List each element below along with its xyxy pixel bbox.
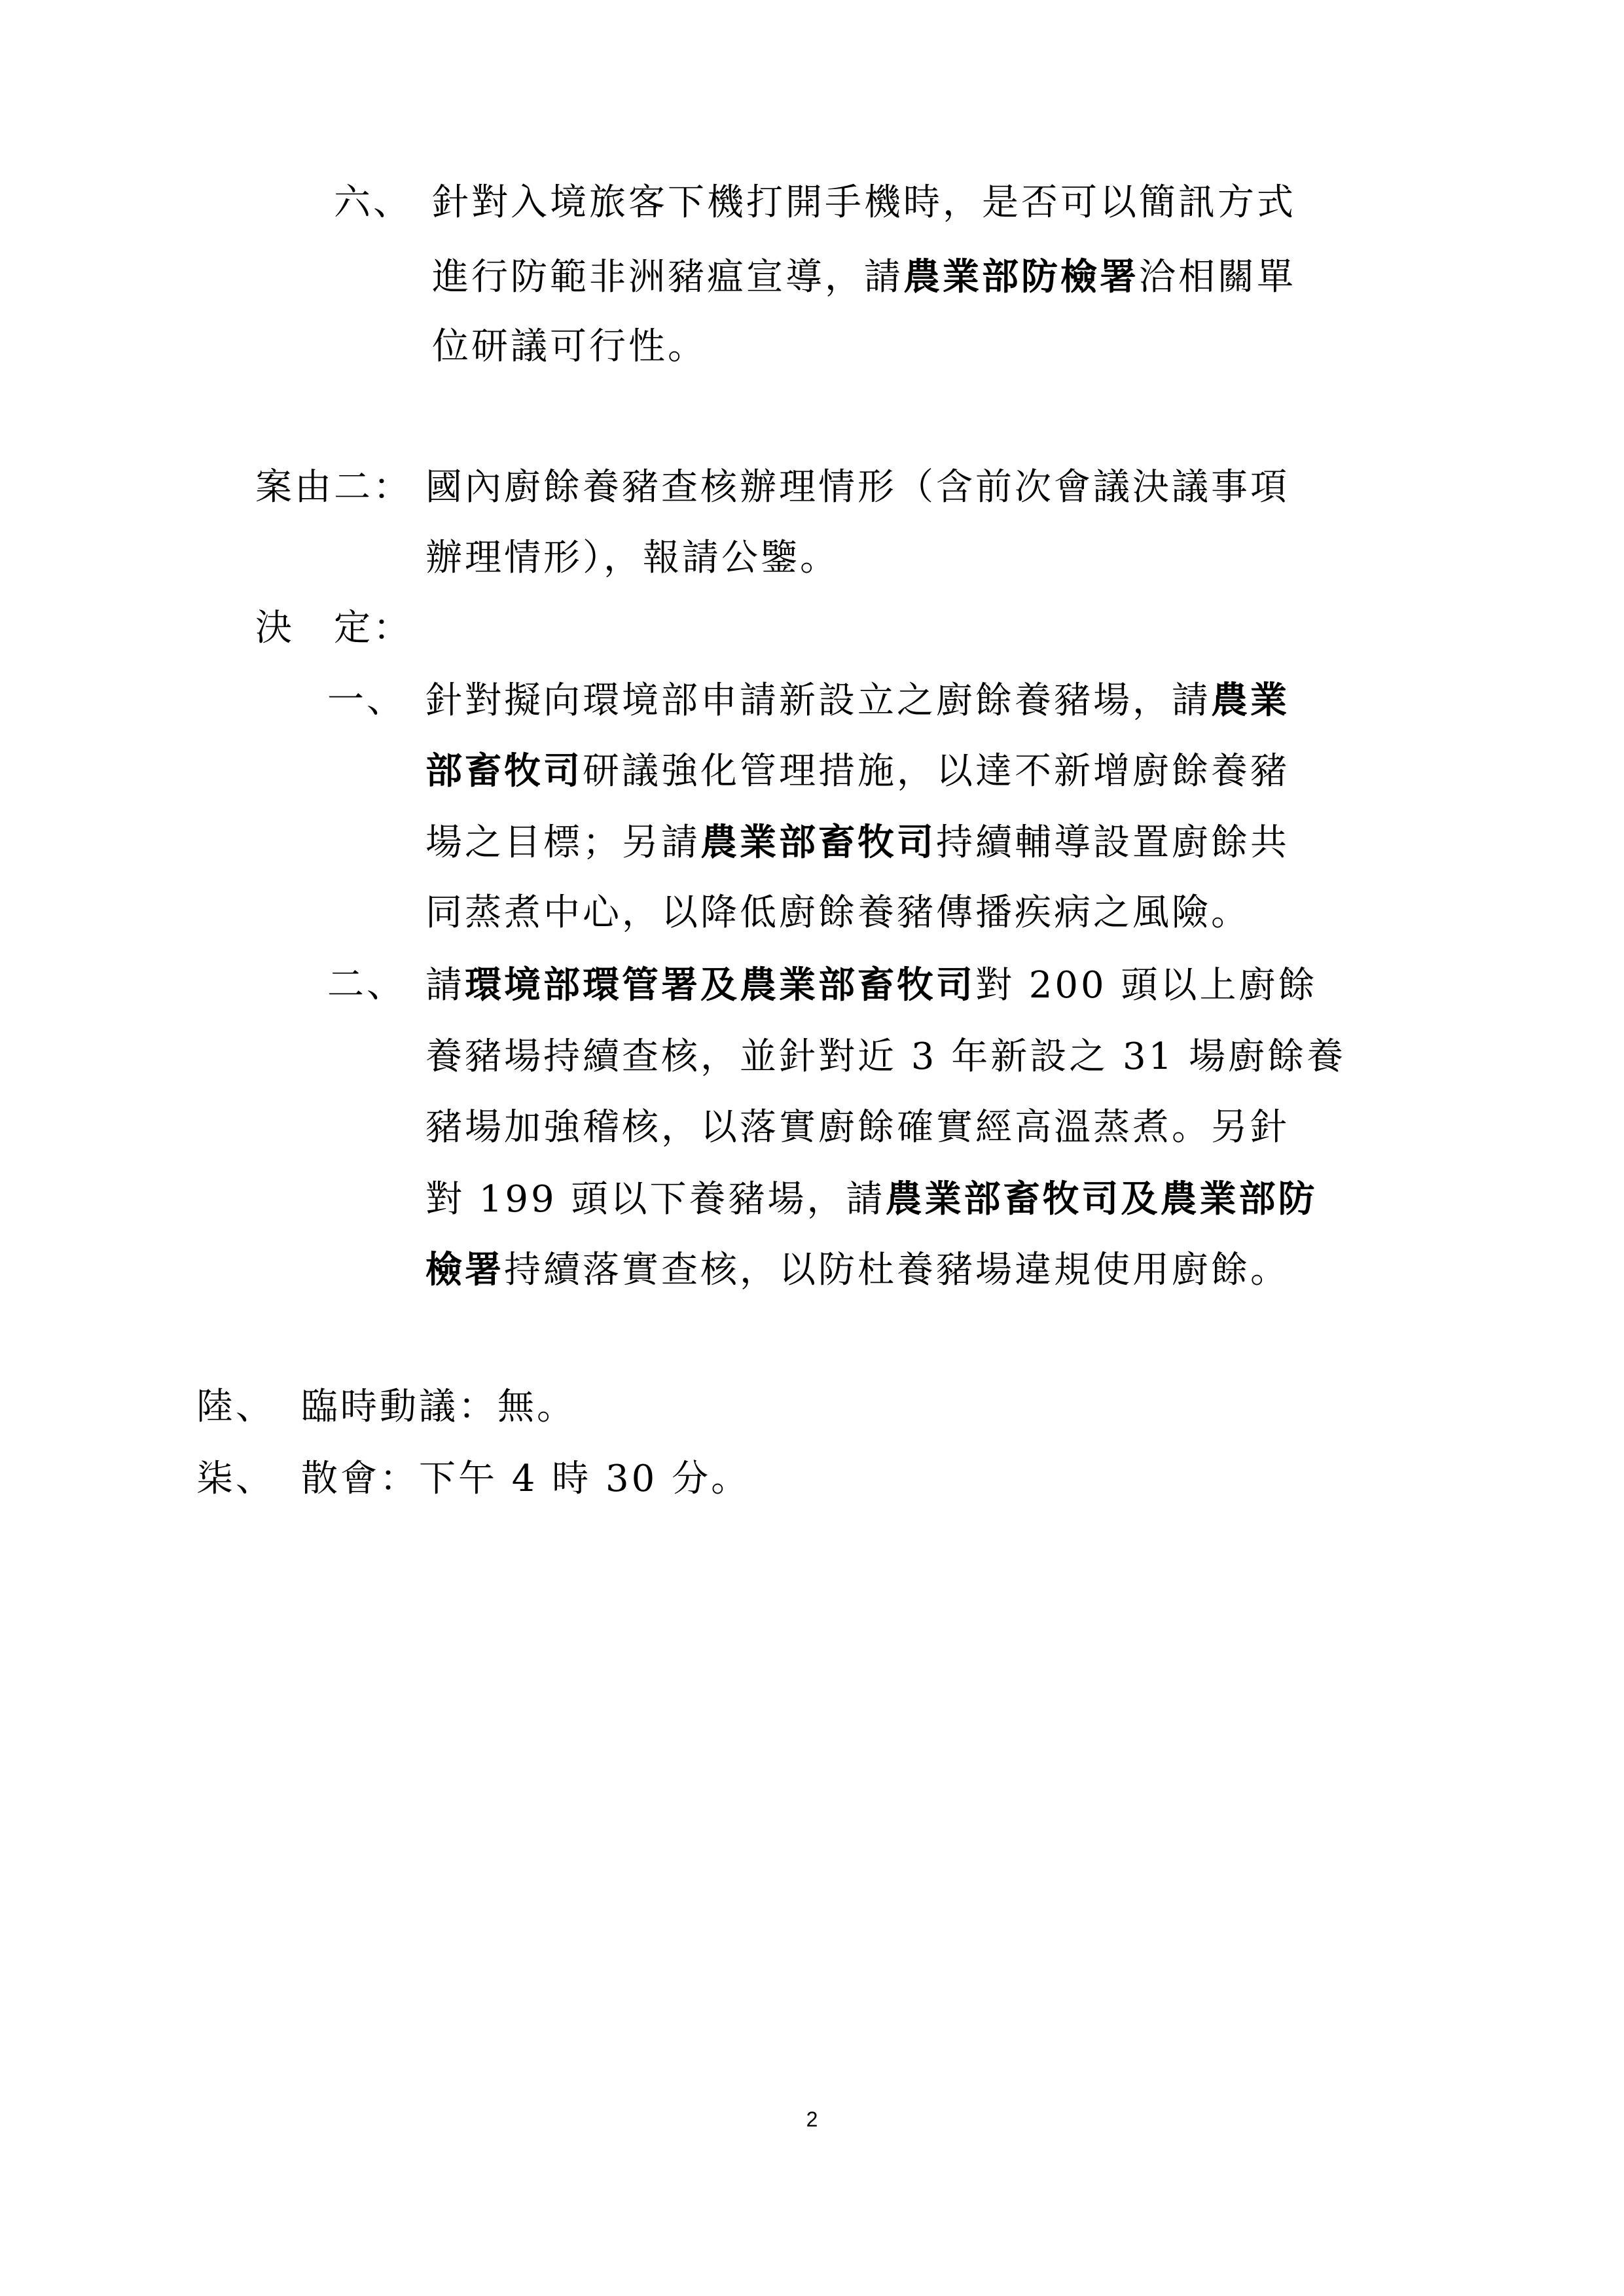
case-2-line-2: 辦理情形），報請公鑒。 bbox=[425, 537, 839, 579]
decision-2-line-4: 對 199 頭以下養豬場，請農業部畜牧司及農業部防 bbox=[425, 1177, 1318, 1221]
decision-2-line-5: 檢署持續落實查核，以防杜養豬場違規使用廚餘。 bbox=[425, 1248, 1290, 1291]
decision-2-line-3: 豬場加強稽核，以落實廚餘確實經高溫蒸煮。另針 bbox=[425, 1106, 1290, 1149]
decision-1-line-2: 部畜牧司研議強化管理措施，以達不新增廚餘養豬 bbox=[425, 749, 1290, 793]
page-number: 2 bbox=[806, 2108, 818, 2131]
decision-1-marker: 一、 bbox=[327, 679, 406, 721]
case-2-line-1: 國內廚餘養豬查核辦理情形（含前次會議決議事項 bbox=[425, 466, 1290, 509]
item-6-line-1: 針對入境旅客下機打開手機時，是否可以簡訊方式 bbox=[432, 181, 1296, 224]
section-6-text: 臨時動議：無。 bbox=[301, 1386, 576, 1428]
item-6-line-2: 進行防範非洲豬瘟宣導，請農業部防檢署洽相關單 bbox=[432, 255, 1296, 298]
section-6-marker: 陸、 bbox=[196, 1386, 275, 1428]
decision-2-marker: 二、 bbox=[327, 963, 406, 1006]
decision-2-line-2: 養豬場持續查核，並針對近 3 年新設之 31 場廚餘養 bbox=[425, 1035, 1346, 1078]
decision-1-line-4: 同蒸煮中心，以降低廚餘養豬傳播疾病之風險。 bbox=[425, 891, 1250, 934]
decision-2-line-1: 請環境部環管署及農業部畜牧司對 200 頭以上廚餘 bbox=[425, 963, 1318, 1007]
decision-1-line-3: 場之目標；另請農業部畜牧司持續輔導設置廚餘共 bbox=[425, 821, 1290, 864]
item-6-line-3: 位研議可行性。 bbox=[432, 325, 707, 368]
section-7-text: 散會：下午 4 時 30 分。 bbox=[301, 1458, 751, 1500]
decision-1-line-1: 針對擬向環境部申請新設立之廚餘養豬場，請農業 bbox=[425, 679, 1290, 722]
item-6-marker: 六、 bbox=[334, 181, 412, 224]
agency-highlight: 農業部防檢署 bbox=[903, 255, 1139, 298]
case-2-label: 案由二： bbox=[255, 466, 412, 509]
section-7-marker: 柒、 bbox=[196, 1458, 275, 1500]
decision-label: 決 定： bbox=[255, 607, 412, 649]
